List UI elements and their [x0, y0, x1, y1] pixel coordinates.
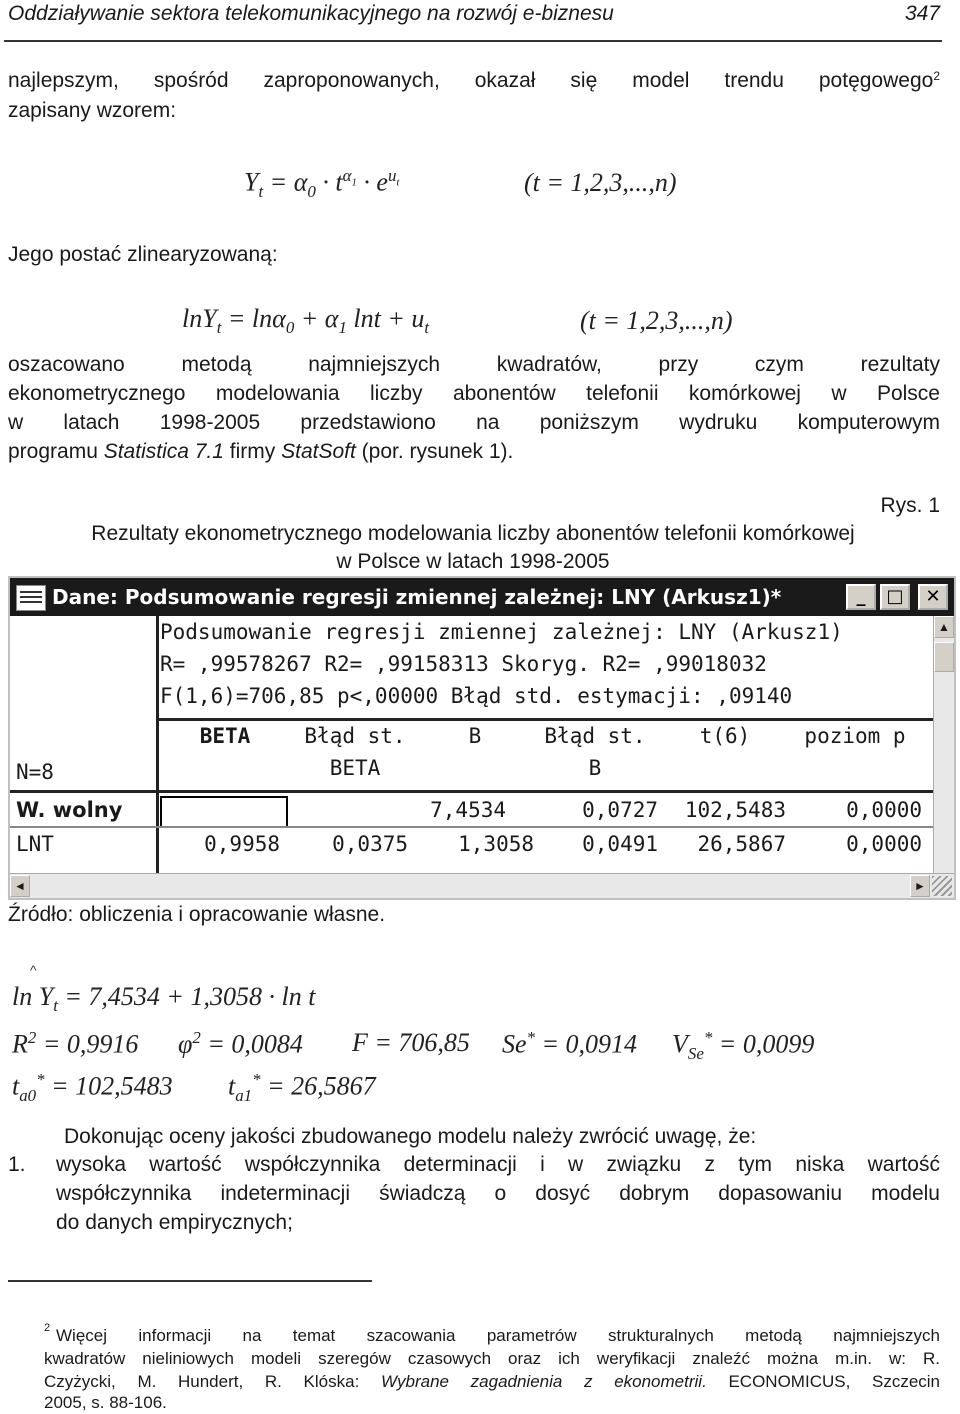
paragraph-intro-line1	[8, 66, 940, 95]
results-grid	[10, 616, 954, 874]
linearized-equation: $\ln Y_t = \ln\alpha_0 + \alpha_1$ $\ln t + u_t$	[182, 304, 430, 338]
company-name: StatSoft	[281, 440, 356, 463]
t-stat-a0: $t_{a0}^* = 102,5483$	[12, 1070, 173, 1105]
figure-caption-line2: w Polsce w latach 1998-2005	[336, 550, 610, 573]
row-label-lnt[interactable]: LNT	[16, 832, 54, 856]
summary-line-3: F(1,6)=706,85 p<,00000 Błąd std. estymacji: ,09140	[160, 684, 793, 708]
header-line: Błąd st.	[304, 724, 406, 748]
footnote-rule	[8, 1280, 372, 1282]
selected-cell[interactable]	[160, 796, 288, 828]
equation-range: (t = 1,2,3,...,n)	[524, 168, 677, 197]
footnote-line2: kwadratów nieliniowych modeli szeregów czasowych oraz ich weryfikacji znaleźć można m.in. w: R.	[44, 1349, 940, 1368]
scroll-left-icon[interactable]: ◄	[10, 875, 30, 897]
column-header-b[interactable]	[420, 720, 530, 790]
cell-b-lnt[interactable]: 1,3058	[458, 832, 534, 856]
hat-accent: ^	[30, 962, 37, 978]
header-rule	[4, 40, 942, 42]
spreadsheet-icon[interactable]	[16, 585, 46, 611]
footnote-ref: 2	[933, 69, 940, 83]
scroll-thumb[interactable]	[934, 642, 954, 672]
header-line: B	[468, 724, 482, 748]
header-line: t(6)	[699, 724, 751, 748]
divider	[10, 826, 934, 828]
footnote-mark: 2	[44, 1322, 51, 1334]
paragraph-intro-line2: zapisany wzorem:	[8, 99, 177, 122]
cell-t-intercept[interactable]: 102,5483	[684, 798, 786, 822]
header-line: Błąd st.	[544, 724, 646, 748]
footnote-line1: Więcej informacji na temat szacowania parametrów strukturalnych metodą najmniejszych	[56, 1326, 940, 1345]
cell-beta-lnt[interactable]: 0,9958	[204, 832, 280, 856]
equation2-range: (t = 1,2,3,...,n)	[580, 306, 733, 335]
power-trend-equation: $Y_t = \alpha_0 \cdot t^{\alpha_1} \cdot e^{u_t}$	[244, 166, 400, 201]
scroll-right-icon[interactable]: ►	[910, 875, 930, 897]
column-header-p[interactable]	[790, 720, 920, 790]
minimize-button[interactable]: _	[846, 584, 876, 610]
divider	[10, 790, 934, 793]
f-statistic: F = 706,85	[352, 1028, 470, 1057]
running-header: Oddziaływanie sektora telekomunikacyjnego na rozwój e-biznesu	[8, 2, 614, 25]
close-button[interactable]: ✕	[918, 584, 948, 610]
footnote-line3	[44, 1371, 940, 1393]
paragraph-results-line2: ekonometrycznego modelowania liczby abonentów telefonii komórkowej w Polsce	[8, 382, 940, 405]
cell-p-intercept[interactable]: 0,0000	[846, 798, 922, 822]
paragraph-linearized: Jego postać zlinearyzowaną:	[8, 243, 278, 266]
text: (por. rysunek 1).	[355, 440, 514, 463]
variation-coefficient: $V_{Se}^* = 0,0099$	[672, 1028, 815, 1063]
statistica-results-window	[8, 576, 956, 900]
column-header-std-beta[interactable]	[290, 720, 420, 790]
footnote-line4: 2005, s. 88-106.	[44, 1393, 167, 1412]
cell-b-intercept[interactable]: 7,4534	[430, 798, 506, 822]
cell-stdbeta-lnt[interactable]: 0,0375	[332, 832, 408, 856]
cell-t-lnt[interactable]: 26,5867	[697, 832, 786, 856]
t-stat-a1: $t_{a1}^* = 26,5867$	[228, 1070, 376, 1105]
list-item-line1: wysoka wartość współczynnika determinacji i w związku z tym niska wartość	[56, 1153, 940, 1176]
summary-line-1: Podsumowanie regresji zmiennej zależnej: LNY (Arkusz1)	[160, 620, 843, 644]
header-line: BETA	[329, 756, 381, 780]
list-item-line2: współczynnika indeterminacji świadczą o dosyć dobrym dopasowaniu modelu	[56, 1182, 940, 1205]
window-titlebar[interactable]	[10, 578, 954, 616]
text: najlepszym, spośród zaproponowanych, okazał się model trendu potęgowego	[8, 69, 934, 92]
paragraph-results-line4	[8, 437, 513, 466]
list-item-line3: do danych empirycznych;	[56, 1211, 293, 1234]
book-title: Wybrane zagadnienia z ekonometrii.	[380, 1372, 707, 1391]
figure-label: Rys. 1	[880, 494, 940, 517]
software-name: Statistica 7.1	[103, 440, 224, 463]
scroll-up-icon[interactable]: ▲	[934, 616, 954, 638]
text: programu	[8, 440, 104, 463]
text: ECONOMICUS, Szczecin	[706, 1372, 941, 1391]
maximize-button[interactable]: □	[880, 584, 910, 610]
column-header-t[interactable]	[660, 720, 790, 790]
summary-line-2: R= ,99578267 R2= ,99158313 Skoryg. R2= ,99018032	[160, 652, 767, 676]
horizontal-scrollbar[interactable]	[10, 873, 954, 898]
vertical-scrollbar[interactable]	[933, 616, 954, 874]
paragraph-results-line1: oszacowano metodą najmniejszych kwadratów, przy czym rezultaty	[8, 353, 940, 376]
standard-error: Se* = 0,0914	[502, 1028, 638, 1059]
list-number: 1.	[8, 1153, 26, 1176]
paragraph-evaluation: Dokonując oceny jakości zbudowanego modelu należy zwrócić uwagę, że:	[64, 1125, 757, 1148]
window-title: Dane: Podsumowanie regresji zmiennej zależnej: LNY (Arkusz1)*	[52, 585, 782, 609]
cell-stdb-intercept[interactable]: 0,0727	[582, 798, 658, 822]
column-header-std-b[interactable]	[530, 720, 660, 790]
phi-squared: $\varphi^2 = 0,0084$	[178, 1028, 303, 1059]
resize-grip-icon[interactable]	[932, 876, 952, 896]
cell-stdb-lnt[interactable]: 0,0491	[582, 832, 658, 856]
text: Czyżycki, M. Hundert, R. Klóska:	[44, 1372, 381, 1391]
r-squared: $R^2 = 0,9916$	[12, 1028, 139, 1059]
figure-source: Źródło: obliczenia i opracowanie własne.	[8, 903, 386, 926]
header-line: B	[588, 756, 602, 780]
estimated-model-equation: $\ln Y_t = 7,4534 + 1,3058 \cdot \ln t$	[12, 982, 316, 1016]
header-line: BETA	[199, 724, 251, 748]
paragraph-results-line3: w latach 1998-2005 przedstawiono na poniższym wydruku komputerowym	[8, 411, 940, 434]
row-label-intercept[interactable]: W. wolny	[16, 798, 123, 822]
header-line: poziom p	[804, 724, 906, 748]
figure-caption-line1: Rezultaty ekonometrycznego modelowania liczby abonentów telefonii komórkowej	[91, 522, 855, 545]
regression-summary	[156, 616, 934, 716]
column-header-beta[interactable]	[160, 720, 290, 790]
n-label: N=8	[16, 760, 54, 784]
cell-p-lnt[interactable]: 0,0000	[846, 832, 922, 856]
page-number: 347	[904, 2, 940, 25]
text: firmy	[223, 440, 282, 463]
